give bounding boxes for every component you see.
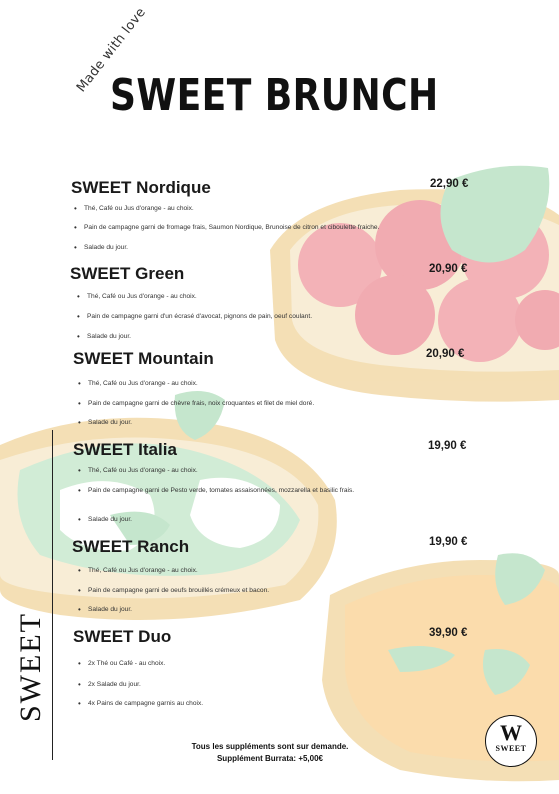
menu-item-line: • 2x Salade du jour.	[78, 680, 378, 689]
menu-item-name: SWEET Green	[70, 264, 185, 283]
menu-item-line: • Salade du jour.	[77, 332, 377, 341]
side-brand-word: SWEET	[14, 612, 47, 722]
menu-item-line: • Thé, Café ou Jus d'orange - au choix.	[78, 466, 378, 475]
menu-item-name: SWEET Nordique	[71, 178, 211, 197]
menu-item-line: • Salade du jour.	[78, 605, 378, 614]
menu-item-line: • Salade du jour.	[74, 243, 374, 252]
menu-item-line: • Thé, Café ou Jus d'orange - au choix.	[74, 204, 374, 213]
brand-logo	[485, 715, 537, 767]
menu-item-price: 20,90 €	[426, 348, 465, 360]
menu-item-line: • Thé, Café ou Jus d'orange - au choix.	[78, 566, 378, 575]
menu-item-line: • 4x Pains de campagne garnis au choix.	[78, 699, 378, 708]
menu-item-name: SWEET Ranch	[72, 537, 190, 556]
menu-item-price: 39,90 €	[429, 627, 468, 639]
footer-line: Tous les suppléments sont sur demande.	[191, 742, 349, 751]
menu-item-name: SWEET Italia	[73, 440, 177, 459]
menu-item-line: • Pain de campagne garni d'un écrasé d'avocat, pignons de pain, oeuf coulant.	[77, 312, 377, 321]
menu-item-name: SWEET Duo	[73, 627, 172, 646]
menu-item-line: • Thé, Café ou Jus d'orange - au choix.	[78, 379, 378, 388]
logo-letter: W	[500, 720, 522, 745]
page-title: SWEET BRUNCH	[110, 70, 439, 121]
menu-item-line: • Pain de campagne garni de fromage frais, Saumon Nordique, Brunoise de citron et ciboulette fraiche.	[74, 223, 454, 232]
menu-item-line: • Salade du jour.	[78, 515, 378, 524]
menu-item-line: • Salade du jour.	[78, 418, 378, 427]
menu-item-price: 19,90 €	[428, 440, 467, 452]
logo-text: SWEET	[495, 744, 527, 753]
menu-item-line: • Pain de campagne garni de oeufs brouillés crémeux et bacon.	[78, 586, 378, 595]
menu-item-price: 20,90 €	[429, 263, 468, 275]
side-divider	[52, 430, 53, 760]
tagline: Made with love	[74, 5, 150, 96]
menu-item-name: SWEET Mountain	[73, 349, 214, 368]
menu-item-line: • Pain de campagne garni de chèvre frais, noix croquantes et filet de miel doré.	[78, 399, 378, 408]
menu-item-line: • Thé, Café ou Jus d'orange - au choix.	[77, 292, 377, 301]
footer-line: Supplément Burrata: +5,00€	[216, 754, 324, 763]
menu-item-price: 19,90 €	[429, 536, 468, 548]
menu-item-line: • 2x Thé ou Café - au choix.	[78, 659, 378, 668]
menu-item-price: 22,90 €	[430, 178, 469, 190]
footer-note	[150, 741, 390, 765]
menu-item-line: • Pain de campagne garni de Pesto verde, tomates assaisonnées, mozzarella et basilic frais.	[78, 486, 368, 495]
